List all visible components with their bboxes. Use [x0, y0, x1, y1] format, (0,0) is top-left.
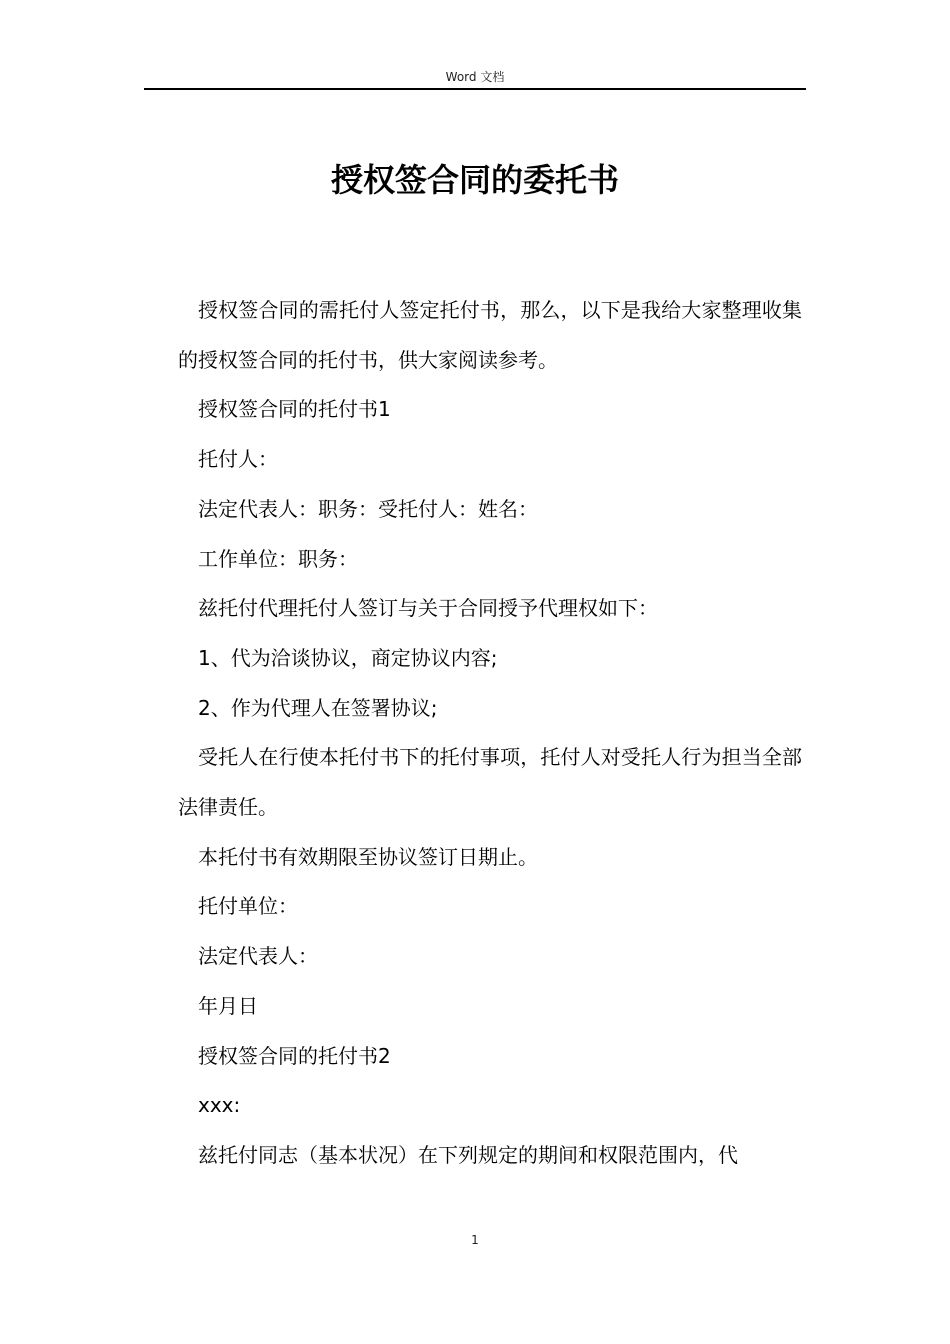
page-header	[144, 66, 806, 90]
list-item-2: 2、作为代理人在签署协议;	[198, 695, 438, 720]
document-body	[178, 286, 802, 1181]
section-heading-1: 授权签合同的托付书1	[198, 397, 391, 422]
principal-unit-line: 托付单位：	[198, 894, 298, 919]
validity-line: 本托付书有效期限至协议签订日期止。	[198, 844, 538, 869]
legal-representative-line: 法定代表人：	[198, 944, 318, 969]
list-item-1: 1、代为洽谈协议，商定协议内容;	[198, 645, 498, 670]
delegation-line: 兹托付同志（基本状况）在下列规定的期间和权限范围内，代	[198, 1142, 738, 1167]
date-line: 年月日	[198, 993, 258, 1018]
principal-line: 托付人：	[198, 447, 278, 472]
page-number: 1	[471, 1233, 479, 1247]
work-unit-line: 工作单位：职务：	[198, 546, 358, 571]
addressee-line: xxx:	[198, 1093, 241, 1118]
responsibility-paragraph: 受托人在行使本托付书下的托付事项，托付人对受托人行为担当全部法律责任。	[178, 745, 802, 820]
authorization-line: 兹托付代理托付人签订与关于合同授予代理权如下：	[198, 596, 658, 621]
header-label: Word 文档	[445, 70, 505, 84]
document-title: 授权签合同的委托书	[330, 161, 619, 199]
intro-paragraph: 授权签合同的需托付人签定托付书，那么，以下是我给大家整理收集的授权签合同的托付书，供大家阅读参考。	[178, 298, 802, 372]
representative-line: 法定代表人：职务：受托付人：姓名：	[198, 496, 538, 521]
section-heading-2: 授权签合同的托付书2	[198, 1043, 391, 1068]
